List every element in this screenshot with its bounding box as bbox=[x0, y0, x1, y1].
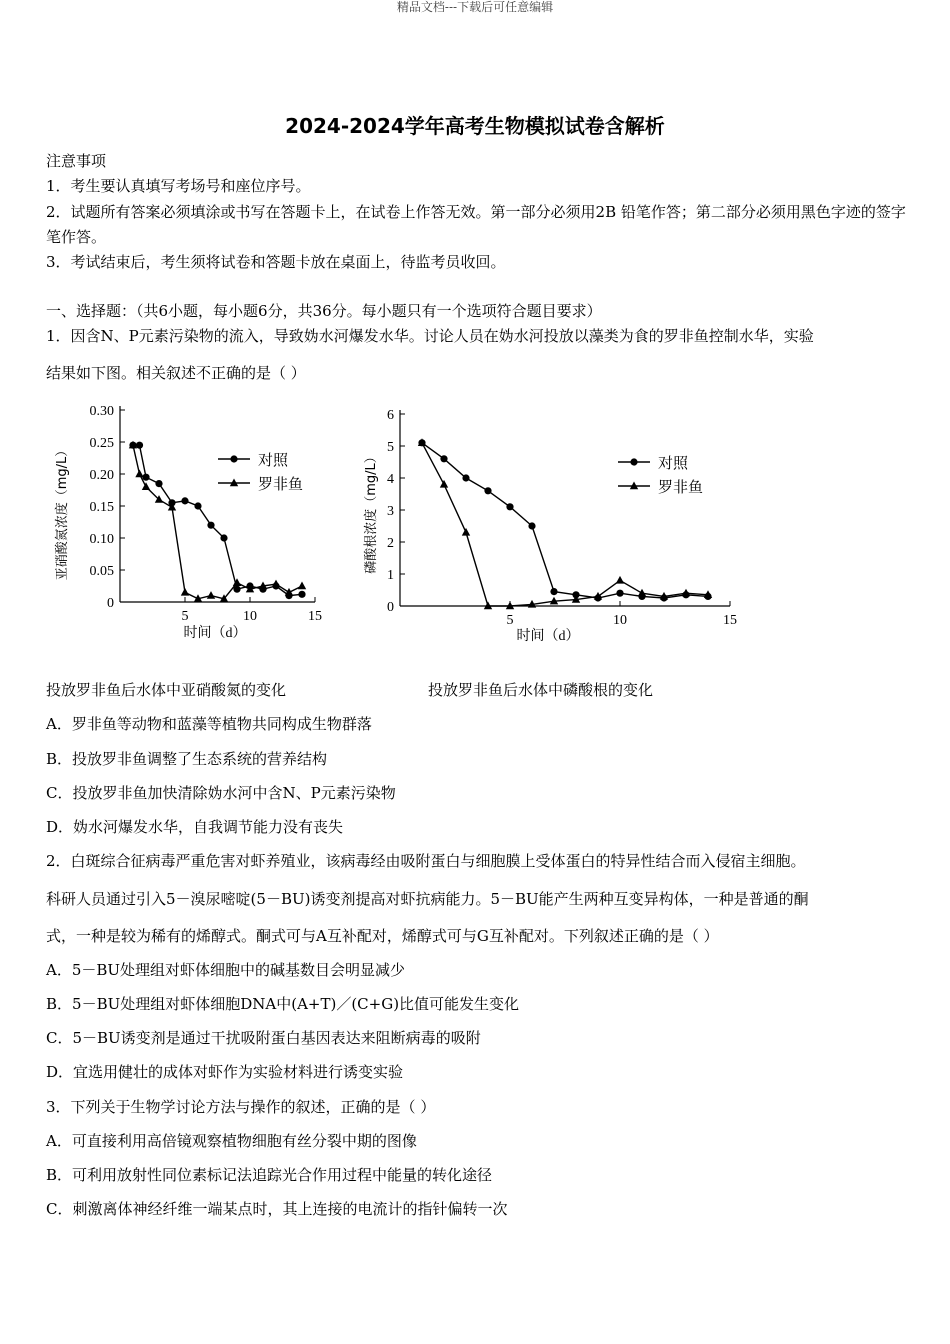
chart1-point bbox=[207, 591, 215, 599]
chart2-ytick-label: 6 bbox=[387, 408, 394, 423]
q1-stem-line1: 1．因含N、P元素污染物的流入，导致妫水河爆发水华。讨论人员在妫水河投放以藻类为食的罗非鱼控制水华，实验 bbox=[46, 327, 814, 345]
chart2-ylabel: 磷酸根浓度（mg/L） bbox=[364, 450, 379, 574]
chart2-legend-marker bbox=[630, 458, 637, 465]
chart2-ytick-label: 1 bbox=[387, 568, 394, 583]
chart1-point bbox=[142, 482, 150, 490]
chart1-point bbox=[155, 480, 162, 487]
q1-option-b: B．投放罗非鱼调整了生态系统的营养结构 bbox=[46, 750, 328, 768]
q3-option-b: B．可利用放射性同位素标记法追踪光合作用过程中能量的转化途径 bbox=[46, 1166, 493, 1184]
chart2-ytick-label: 4 bbox=[387, 472, 394, 487]
chart1-point bbox=[181, 588, 189, 596]
q3-stem: 3．下列关于生物学讨论方法与操作的叙述，正确的是（ ） bbox=[46, 1098, 436, 1116]
q2-option-c: C．5－BU诱变剂是通过干扰吸附蛋白基因表达来阻断病毒的吸附 bbox=[46, 1029, 481, 1047]
chart1-point bbox=[181, 497, 188, 504]
chart1-legend-marker bbox=[230, 455, 237, 462]
chart1-plot bbox=[90, 404, 323, 624]
q3-option-c: C．刺激离体神经纤维一端某点时，其上连接的电流计的指针偏转一次 bbox=[46, 1200, 508, 1218]
chart1-legend-label: 对照 bbox=[258, 453, 289, 469]
q1-caption-left: 投放罗非鱼后水体中亚硝酸氮的变化 bbox=[46, 681, 287, 699]
chart1-point bbox=[220, 534, 227, 541]
chart1-point bbox=[285, 588, 293, 596]
notice-heading: 注意事项 bbox=[46, 152, 107, 170]
chart-nitrite bbox=[40, 392, 340, 652]
chart2-ytick-label: 5 bbox=[387, 440, 394, 455]
chart2-ytick-label: 3 bbox=[387, 504, 394, 519]
chart2-xtick-label: 15 bbox=[723, 613, 737, 628]
q1-stem-line2: 结果如下图。相关叙述不正确的是（ ） bbox=[46, 364, 306, 382]
chart2-point bbox=[462, 528, 470, 536]
chart1-point bbox=[298, 582, 306, 590]
chart1-ytick-label: 0.15 bbox=[89, 500, 114, 515]
page-title: 2024-2024学年高考生物模拟试卷含解析 bbox=[285, 114, 665, 138]
q2-option-d: D．宜选用健壮的成体对虾作为实验材料进行诱变实验 bbox=[46, 1063, 404, 1081]
chart2-point bbox=[506, 503, 513, 510]
chart1-xlabel: 时间（d） bbox=[183, 626, 247, 641]
q1-option-d: D．妫水河爆发水华，自我调节能力没有丧失 bbox=[46, 818, 344, 836]
chart1-ytick-label: 0.10 bbox=[89, 532, 114, 547]
chart2-point bbox=[440, 455, 447, 462]
chart2-point bbox=[462, 474, 469, 481]
chart2-point bbox=[638, 589, 646, 597]
notice-item-3: 3．考试结束后，考生须将试卷和答题卡放在桌面上，待监考员收回。 bbox=[46, 253, 506, 271]
notice-item-2: 2．试题所有答案必须填涂或书写在答题卡上，在试卷上作答无效。第一部分必须用2B 铅笔作答；第二部分必须用黑色字迹的签字笔作答。 bbox=[46, 203, 906, 246]
chart1-point bbox=[136, 442, 143, 449]
chart1-xtick-label: 10 bbox=[243, 609, 257, 624]
chart2-point bbox=[682, 589, 690, 597]
chart2-point bbox=[484, 487, 491, 494]
notice-item-1: 1．考生要认真填写考场号和座位序号。 bbox=[46, 177, 311, 195]
chart2-ytick-label: 2 bbox=[387, 536, 394, 551]
chart2-xtick-label: 5 bbox=[506, 613, 514, 628]
chart1-ytick-label: 0.25 bbox=[89, 436, 114, 451]
chart2-point bbox=[616, 590, 623, 597]
q1-option-a: A．罗非鱼等动物和蓝藻等植物共同构成生物群落 bbox=[46, 715, 372, 733]
chart2-plot bbox=[387, 408, 737, 628]
chart1-ylabel: 亚硝酸氮浓度（mg/L） bbox=[55, 443, 70, 581]
chart1-point bbox=[135, 470, 143, 478]
chart2-ytick-label: 0 bbox=[387, 600, 394, 615]
q1-option-c: C．投放罗非鱼加快清除妫水河中含N、P元素污染物 bbox=[46, 784, 396, 802]
chart1-xtick-label: 15 bbox=[308, 609, 322, 624]
chart2-xtick-label: 10 bbox=[613, 613, 627, 628]
q3-option-a: A．可直接利用高倍镜观察植物细胞有丝分裂中期的图像 bbox=[46, 1132, 417, 1150]
q2-stem-line1: 2．白斑综合征病毒严重危害对虾养殖业，该病毒经由吸附蛋白与细胞膜上受体蛋白的特异性结合而入侵宿主细胞。 bbox=[46, 852, 806, 870]
chart2-point bbox=[440, 480, 448, 488]
section-heading: 一、选择题：（共6小题，每小题6分，共36分。每小题只有一个选项符合题目要求） bbox=[46, 302, 602, 320]
chart1-legend-label: 罗非鱼 bbox=[258, 477, 304, 493]
chart2-legend-label: 罗非鱼 bbox=[658, 480, 704, 496]
q2-option-b: B．5－BU处理组对虾体细胞DNA中(A+T)／(C+G)比值可能发生变化 bbox=[46, 995, 520, 1013]
q2-stem-line2: 科研人员通过引入5－溴尿嘧啶(5－BU)诱变剂提高对虾抗病能力。5－BU能产生两种互变异构体，一种是普通的酮 bbox=[46, 890, 809, 908]
chart-phosphate bbox=[355, 392, 745, 652]
chart2-xlabel: 时间（d） bbox=[516, 629, 580, 644]
chart2-point bbox=[550, 588, 557, 595]
chart2-legend-label: 对照 bbox=[658, 456, 689, 472]
chart2-point bbox=[528, 522, 535, 529]
chart1-point bbox=[298, 591, 305, 598]
q2-option-a: A．5－BU处理组对虾体细胞中的碱基数目会明显减少 bbox=[46, 961, 406, 979]
chart1-point bbox=[142, 474, 149, 481]
chart1-point bbox=[272, 580, 280, 588]
chart1-ytick-label: 0.30 bbox=[89, 404, 114, 419]
chart1-ytick-label: 0.05 bbox=[89, 564, 114, 579]
q1-caption-right: 投放罗非鱼后水体中磷酸根的变化 bbox=[428, 681, 654, 699]
q2-stem-line3: 式，一种是较为稀有的烯醇式。酮式可与A互补配对，烯醇式可与G互补配对。下列叙述正确的是（ ） bbox=[46, 927, 719, 945]
chart1-ytick-label: 0.20 bbox=[89, 468, 114, 483]
chart1-ytick-label: 0 bbox=[107, 596, 114, 611]
page-header-note: 精品文档---下载后可任意编辑 bbox=[396, 0, 554, 14]
chart1-xtick-label: 5 bbox=[181, 609, 189, 624]
chart2-point bbox=[616, 576, 624, 584]
chart1-point bbox=[194, 502, 201, 509]
chart2-point bbox=[594, 592, 602, 600]
chart1-point bbox=[207, 522, 214, 529]
